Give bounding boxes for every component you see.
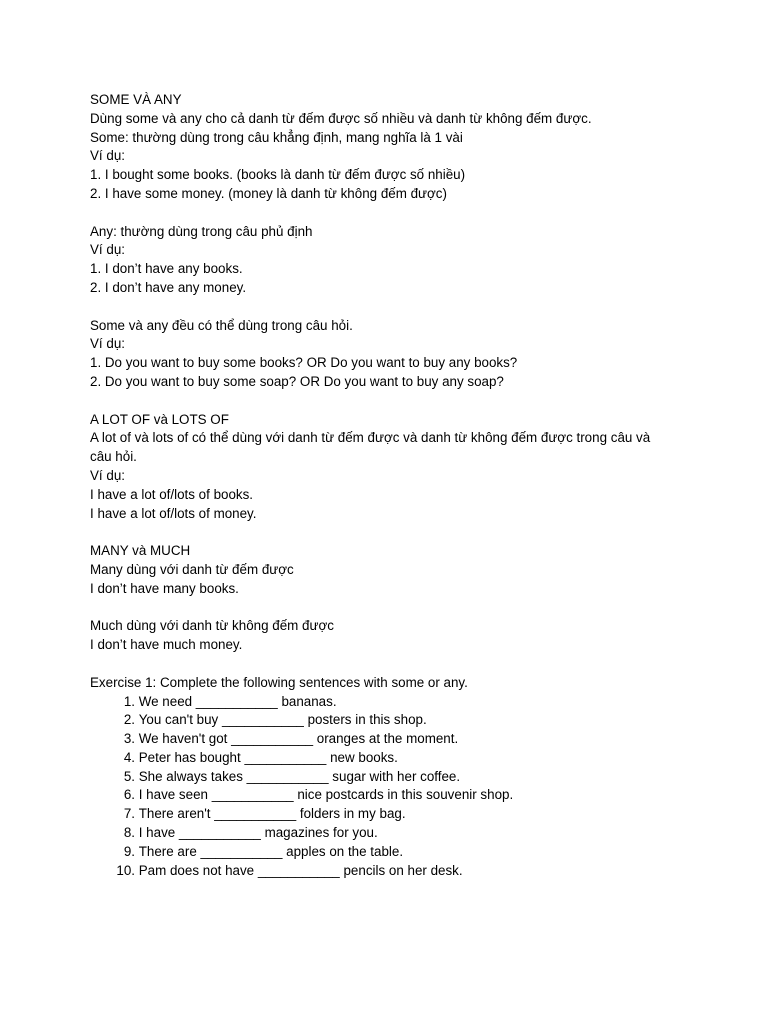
- blank-line: [90, 599, 690, 618]
- example-line: 2. I have some money. (money là danh từ không đếm được): [90, 185, 447, 201]
- blank-line: [90, 392, 690, 411]
- blank-line: [90, 655, 690, 674]
- exercise-section: [90, 674, 690, 881]
- intro-text: Dùng some và any cho cả danh từ đếm được số nhiều và danh từ không đếm được.: [90, 110, 592, 126]
- item-text: Peter has bought ___________ new books.: [138, 749, 398, 765]
- document-page: [90, 91, 690, 880]
- exercise-title: Exercise 1: Complete the following sentences with some or any.: [90, 674, 468, 690]
- list-item: [90, 824, 690, 843]
- example-line: I have a lot of/lots of money.: [90, 505, 257, 521]
- item-number: 9.: [123, 843, 135, 859]
- item-text: There aren't ___________ folders in my bag.: [138, 806, 406, 822]
- item-text: We haven't got ___________ oranges at the moment.: [138, 731, 459, 747]
- item-text: You can't buy ___________ posters in this shop.: [138, 712, 427, 728]
- example-line: I don’t have many books.: [90, 580, 239, 596]
- item-number: 7.: [123, 806, 135, 822]
- blank-line: [90, 523, 690, 542]
- section-title: SOME VÀ ANY: [90, 92, 182, 107]
- item-number: 10.: [116, 862, 135, 878]
- example-line: I have a lot of/lots of books.: [90, 486, 254, 502]
- lot-of-section: [90, 411, 690, 524]
- item-text: Pam does not have ___________ pencils on her desk.: [138, 862, 463, 878]
- list-item: [90, 862, 690, 881]
- item-number: 4.: [123, 749, 135, 765]
- item-text: We need ___________ bananas.: [138, 693, 337, 709]
- question-section: [90, 317, 690, 392]
- list-item: [90, 768, 690, 787]
- item-text: I have seen ___________ nice postcards in this souvenir shop.: [138, 787, 514, 803]
- list-item: [90, 730, 690, 749]
- much-section: [90, 617, 690, 655]
- example-label: Ví dụ:: [90, 467, 125, 483]
- many-definition: Many dùng với danh từ đếm được: [90, 561, 294, 577]
- list-item: [90, 693, 690, 712]
- item-number: 5.: [123, 768, 135, 784]
- example-label: Ví dụ:: [90, 336, 125, 352]
- example-label: Ví dụ:: [90, 242, 125, 258]
- list-item: [90, 749, 690, 768]
- item-text: She always takes ___________ sugar with her coffee.: [138, 768, 461, 784]
- list-item: [90, 786, 690, 805]
- lot-of-definition-continued: câu hỏi.: [90, 449, 137, 465]
- question-definition: Some và any đều có thể dùng trong câu hỏi.: [90, 317, 353, 333]
- item-text: There are ___________ apples on the table.: [138, 843, 404, 859]
- list-item: [90, 711, 690, 730]
- lot-of-definition: A lot of và lots of có thể dùng với danh từ đếm được và danh từ không đếm được trong câu và: [90, 430, 651, 446]
- item-number: 2.: [123, 712, 135, 728]
- section-title: MANY và MUCH: [90, 543, 191, 559]
- example-line: 2. I don’t have any money.: [90, 279, 247, 295]
- item-text: I have ___________ magazines for you.: [138, 825, 378, 841]
- list-item: [90, 805, 690, 824]
- item-number: 1.: [123, 693, 135, 709]
- exercise-list: [90, 693, 690, 881]
- blank-line: [90, 298, 690, 317]
- item-number: 6.: [123, 787, 135, 803]
- much-definition: Much dùng với danh từ không đếm được: [90, 618, 334, 634]
- list-item: [90, 843, 690, 862]
- item-number: 8.: [123, 825, 135, 841]
- example-line: I don’t have much money.: [90, 637, 243, 653]
- any-definition: Any: thường dùng trong câu phủ định: [90, 223, 313, 239]
- item-number: 3.: [123, 731, 135, 747]
- example-line: 1. I bought some books. (books là danh từ đếm được số nhiều): [90, 167, 466, 183]
- any-section: [90, 223, 690, 298]
- some-any-section: [90, 91, 690, 204]
- blank-line: [90, 204, 690, 223]
- many-much-section: [90, 542, 690, 598]
- example-line: 1. Do you want to buy some books? OR Do you want to buy any books?: [90, 355, 518, 371]
- section-title: A LOT OF và LOTS OF: [90, 411, 229, 427]
- example-line: 1. I don’t have any books.: [90, 261, 243, 277]
- example-line: 2. Do you want to buy some soap? OR Do you want to buy any soap?: [90, 373, 504, 389]
- some-definition: Some: thường dùng trong câu khẳng định, mang nghĩa là 1 vài: [90, 129, 463, 145]
- example-label: Ví dụ:: [90, 148, 125, 164]
